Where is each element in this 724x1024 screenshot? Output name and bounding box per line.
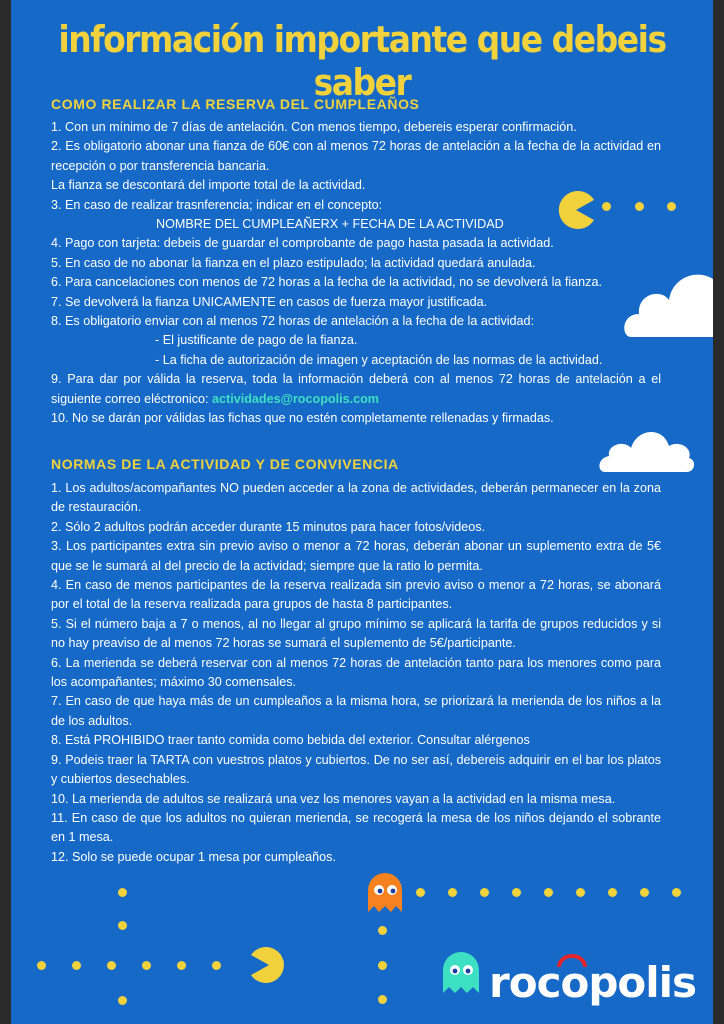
rule-line: 9. Podeis traer la TARTA con vuestros platos y cubiertos. De no ser así, debereis adquirir en el bar los platos y cubiertos desechables.: [51, 752, 661, 787]
sub-item: - El justificante de pago de la fianza.: [155, 333, 358, 348]
pellet-dot: [118, 888, 127, 897]
rule-line: 5. En caso de no abonar la fianza en el plazo estipulado; la actividad quedará anulada.: [51, 255, 536, 270]
pellet-dot: [608, 888, 617, 897]
pellet-dot: [142, 961, 151, 970]
rule-line: 8. Es obligatorio enviar con al menos 72 horas de antelación a la fecha de la actividad:: [51, 314, 535, 329]
rule-line: 3. Los participantes extra sin previo aviso o menor a 72 horas, deberán abonar un suplemento extra de 5€ que se le sumará al del precio de la actividad; siempre que la ratio lo permita.: [51, 539, 661, 573]
rule-line: 10. No se darán por válidas las fichas que no estén completamente rellenadas y firmadas.: [51, 411, 554, 426]
pellet-dot: [544, 888, 553, 897]
rule-line: 2. Es obligatorio abonar una fianza de 60€ con al menos 72 horas de antelación a la fecha de la actividad en recepción o por transferencia bancaria.: [51, 139, 661, 173]
rule-line: 3. En caso de realizar trasnferencia; indicar en el concepto:: [51, 197, 383, 212]
ghost-icon: [441, 951, 481, 993]
pellet-dot: [107, 961, 116, 970]
section-body-reserva: [51, 118, 661, 429]
pellet-dot: [602, 202, 611, 211]
rule-line: 4. En caso de menos participantes de la reserva realizada sin previo aviso o menor a 72 horas, se abonará por el total de la reserva realizada para grupos de hasta 8 participantes.: [51, 578, 661, 612]
rule-line: 4. Pago con tarjeta: debeis de guardar el comprobante de pago hasta pasada la actividad.: [51, 236, 554, 251]
rule-line: 10. La merienda de adultos se realizará una vez los menores vayan a la actividad en la misma mesa.: [51, 791, 616, 806]
pacman-icon: [556, 190, 596, 230]
pellet-dot: [37, 961, 46, 970]
pellet-dot: [378, 926, 387, 935]
pellet-dot: [118, 921, 127, 930]
pellet-dot: [640, 888, 649, 897]
rule-line: 7. En caso de que haya más de un cumpleaños a la misma hora, se priorizará la merienda de los niños a la de los adultos.: [51, 694, 661, 728]
pellet-dot: [667, 202, 676, 211]
rule-line: 5. Si el número baja a 7 o menos, al no llegar al grupo mínimo se aplicará la tarifa de grupos reducidos y si no hay preaviso de al menos 72 horas se sumará el suplemento de 5€/participante.: [51, 616, 661, 651]
cloud-icon: [597, 420, 697, 476]
sub-item: - La ficha de autorización de imagen y aceptación de las normas de la actividad.: [155, 352, 603, 367]
pellet-dot: [378, 995, 387, 1004]
pellet-dot: [72, 961, 81, 970]
rule-line: [51, 370, 661, 409]
cloud-icon: [621, 252, 713, 342]
section-body-normas: [51, 479, 661, 867]
rule-line: 8. Está PROHIBIDO traer tanto comida como bebida del exterior. Consultar alérgenos: [51, 733, 530, 748]
rule-line: 12. Solo se puede ocupar 1 mesa por cumpleaños.: [51, 849, 336, 864]
rule-text: 9. Para dar por válida la reserva, toda la información deberá con al menos 72 horas de antelación a el siguiente correo eléctronico:: [51, 372, 661, 406]
pellet-dot: [512, 888, 521, 897]
pellet-dot: [378, 961, 387, 970]
rule-line: 1. Los adultos/acompañantes NO pueden acceder a la zona de actividades, deberán permanecer en la zona de restauración.: [51, 481, 661, 515]
rule-line: 2. Sólo 2 adultos podrán acceder durante 15 minutos para hacer fotos/videos.: [51, 519, 486, 534]
page-title: información importante que debeis saber: [58, 18, 666, 104]
email-link[interactable]: actividades@rocopolis.com: [212, 391, 379, 406]
pacman-icon: [251, 946, 287, 984]
concept-line: NOMBRE DEL CUMPLEAÑERX + FECHA DE LA ACTIVIDAD: [156, 217, 504, 232]
pellet-dot: [576, 888, 585, 897]
pellet-dot: [480, 888, 489, 897]
pellet-dot: [448, 888, 457, 897]
section-heading-reserva: COMO REALIZAR LA RESERVA DEL CUMPLEAÑOS: [51, 96, 420, 112]
rule-line: 6. Para cancelaciones con menos de 72 horas a la fecha de la actividad, no se devolverá la fianza.: [51, 275, 602, 290]
pellet-dot: [118, 996, 127, 1005]
pellet-dot: [416, 888, 425, 897]
rule-line: La fianza se descontará del importe total de la actividad.: [51, 178, 366, 193]
rule-line: 6. La merienda se deberá reservar con al menos 72 horas de antelación tanto para los menores como para los acompañantes; máximo 30 comensales.: [51, 655, 661, 690]
pellet-dot: [635, 202, 644, 211]
rocopolis-logo: rocopolis: [489, 958, 697, 1007]
section-heading-normas: NORMAS DE LA ACTIVIDAD Y DE CONVIVENCIA: [51, 456, 399, 472]
rule-line: 1. Con un mínimo de 7 días de antelación. Con menos tiempo, debereis esperar confirmación.: [51, 120, 577, 134]
ghost-icon: [366, 872, 404, 912]
poster: [11, 0, 713, 1024]
rule-line: 7. Se devolverá la fianza UNICAMENTE en casos de fuerza mayor justificada.: [51, 294, 488, 309]
pellet-dot: [212, 961, 221, 970]
pellet-dot: [672, 888, 681, 897]
rule-line: 11. En caso de que los adultos no quieran merienda, se recogerá la mesa de los niños dejando el sobrante en 1 mesa.: [51, 810, 661, 845]
pellet-dot: [177, 961, 186, 970]
